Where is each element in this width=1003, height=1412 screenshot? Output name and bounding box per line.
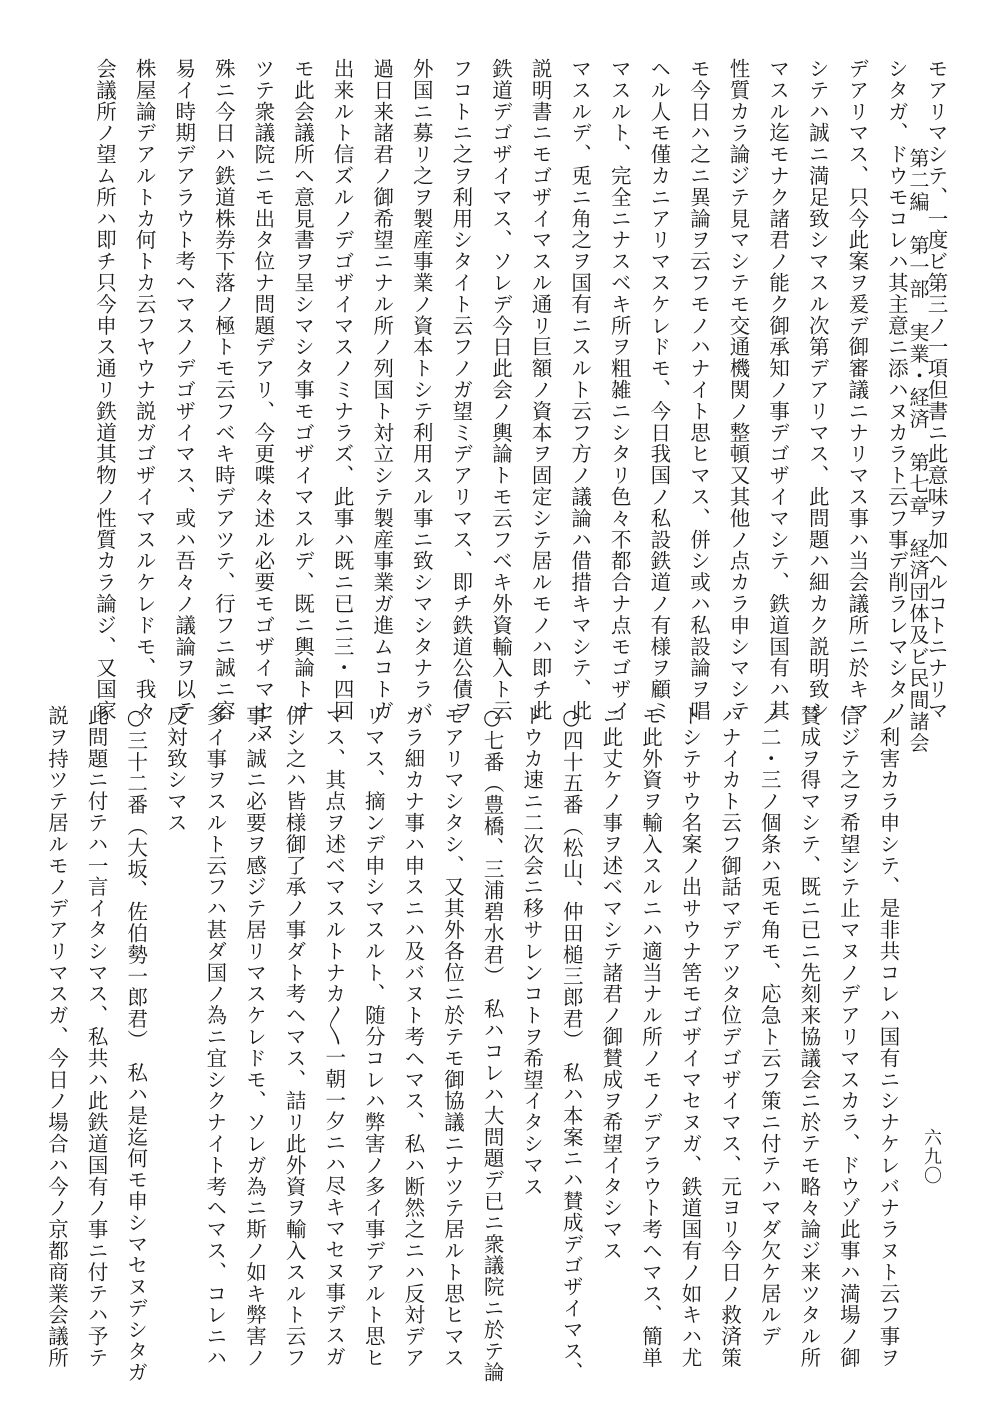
- header-section: 実業・経済: [906, 321, 930, 430]
- header-chapter-title: 経済団体及ビ民間諸会: [906, 538, 930, 755]
- text-column: マスル迄モナク諸君ノ能ク御承知ノ事デゴザイマシテ、鉄道国有ハ其: [765, 58, 790, 722]
- text-column: トシテサウ名案ノ出サウナ筈モゴザイマセヌガ、鉄道国有ノ如キハ尤: [678, 705, 703, 1369]
- text-column: 外国ニ募リ之ヲ製産事業ノ資本トシテ利用スル事ニ致シマシタナラバ: [409, 58, 434, 722]
- text-column: 反対致シマス: [163, 705, 188, 834]
- text-column: 説ヲ持ツテ居ルモノデアリマスガ、今日ノ場合ハ今ノ京都商業会議所: [44, 705, 69, 1369]
- text-column: 事ハ誠ニ必要ヲ感ジテ居リマスケレドモ、ソレガ為ニ斯ノ如キ弊害ノ: [242, 705, 267, 1369]
- text-column: ニ此丈ケノ事ヲ述ベマシテ諸君ノ御賛成ヲ希望イタシマス: [598, 705, 623, 1262]
- text-column: マスルデ、兎ニ角之ヲ国有ニスルト云フ方ノ議論ハ借措キマシテ、此: [567, 58, 592, 722]
- text-column: 殊ニ今日ハ鉄道株券下落ノ極トモ云フベキ時デアツテ、行フニ誠ニ容: [211, 58, 236, 722]
- text-column: 株屋論デアルトカ何トカ云フヤウナ説ガゴザイマスルケレドモ、我々: [132, 58, 157, 722]
- text-column: 併シ之ハ皆様御了承ノ事ダト考ヘマス、詰リ此外資ヲ輸入スルト云フ: [282, 705, 307, 1369]
- text-column: ハナイカト云フ御話マデアツタ位デゴザイマス、元ヨリ今日ノ救済策: [717, 705, 742, 1369]
- text-column: 易イ時期デアラウト考ヘマスノデゴザイマス、或ハ吾々ノ議論ヲ以テ: [171, 58, 196, 722]
- text-column: 説明書ニモゴザイマスル通リ巨額ノ資本ヲ固定シテ居ルモノハ即チ此: [528, 58, 553, 722]
- text-column: シテハ誠ニ満足致シマスル次第デアリマス、此問題ハ細カク説明致シ: [805, 58, 830, 722]
- text-column: ツテ衆議院ニモ出タ位ナ問題デアリ、今更喋々述ル必要モゴザイマセヌ: [250, 58, 275, 743]
- text-column: ○七番（豊橋、三浦碧水君） 私ハコレハ大問題デ已ニ衆議院ニ於テ論: [480, 705, 505, 1384]
- text-column: マス、其点ヲ述ベマスルトナカ〳〵一朝一夕ニハ尽キマセヌ事デスガ: [321, 705, 346, 1368]
- upper-text-block: [45, 58, 955, 743]
- text-column: 此問題ニ付テハ一言イタシマス、私共ハ此鉄道国有ノ事ニ付テハ予テ: [84, 705, 109, 1369]
- text-column: 信ジテ之ヲ希望シテ止マヌノデアリマスカラ、ドウゾ此事ハ満場ノ御: [836, 705, 861, 1369]
- header-bu: 第一部: [906, 234, 930, 300]
- text-column: 過日来諸君ノ御希望ニナル所ノ列国ト対立シテ製産事業ガ進ムコトガ: [369, 58, 394, 722]
- text-column: モアリマシテ、一度ビ第三ノ一項但書ニ此意味ヲ加ヘルコトニナリマ: [924, 58, 948, 722]
- text-column: モ此外資ヲ輸入スルニハ適当ナル所ノモノデアラウト考ヘマス、簡単: [638, 705, 663, 1369]
- text-column: モ今日ハ之ニ異論ヲ云フモノハナイト思ヒマス、併シ或ハ私設論ヲ唱: [686, 58, 711, 722]
- text-column: ヘル人モ僅カニアリマスケレドモ、今日我国ノ私設鉄道ノ有様ヲ顧ミ: [646, 58, 671, 722]
- text-column: デアリマス、只今此案ヲ爰デ御審議ニナリマス事ハ当会議所ニ於キマ: [844, 58, 869, 722]
- text-column: 性質カラ論ジテ見マシテモ交通機関ノ整頓又其他ノ点カラ申シマシテ: [726, 58, 751, 722]
- text-column: 会議所ノ望ム所ハ即チ只今申ス通リ鉄道其物ノ性質カラ論ジ、又国家: [92, 58, 117, 722]
- text-column: マスルト、完全ニナスベキ所ヲ粗雑ニシタリ色々不都合ナ点モゴザイ: [607, 58, 632, 722]
- page-number: 六九〇: [921, 1128, 942, 1185]
- text-column: 多イ事ヲスルト云フハ甚ダ国ノ為ニ宜シクナイト考ヘマス、コレニハ: [202, 705, 227, 1369]
- text-column: 出来ルト信ズルノデゴザイマスノミナラズ、此事ハ既ニ已ニ三・四回: [330, 58, 355, 722]
- text-column: ノ二・三ノ個条ハ兎モ角モ、応急ト云フ策ニ付テハマダ欠ケ居ルデ: [757, 705, 782, 1347]
- text-column: ノ利害カラ申シテ、是非共コレハ国有ニシナケレバナラヌト云フ事ヲ: [876, 705, 900, 1369]
- header-hen: 第二編: [906, 148, 930, 213]
- text-column: フコトニ之ヲ利用シタイト云フノガ望ミデアリマス、即チ鉄道公債ヲ: [448, 58, 473, 722]
- text-column: ○四十五番（松山、仲田槌三郎君） 私ハ本案ニハ賛成デゴザイマス、: [559, 705, 584, 1384]
- text-column: 賛成ヲ得マシテ、既ニ已ニ先刻来協議会ニ於テモ略々論ジ来ツタル所: [796, 705, 821, 1369]
- text-column: ドウカ速ニ二次会ニ移サレンコトヲ希望イタシマス: [519, 705, 544, 1198]
- text-column: ○三十二番（大坂、佐伯勢一郎君） 私ハ是迄何モ申シマセヌデシタガ: [123, 705, 148, 1384]
- text-column: モ此会議所ヘ意見書ヲ呈シマシタ事モゴザイマスルデ、既ニ輿論トナ: [290, 58, 315, 722]
- text-column: 鉄道デゴザイマス、ソレデ今日此会ノ輿論トモ云フベキ外資輸入ト云: [488, 58, 513, 722]
- text-column: シタガ、ドウモコレハ其主意ニ添ハヌカラト云フ事デ削ラレマシタノ: [884, 58, 909, 722]
- lower-text-block: [37, 705, 907, 1384]
- text-column: リマス、摘ンデ申シマスルト、随分コレハ弊害ノ多イ事デアルト思ヒ: [361, 705, 386, 1369]
- header-chapter: 第七章: [906, 451, 930, 517]
- text-column: モアリマシタシ、又其外各位ニ於テモ御協議ニナツテ居ルト思ヒマス: [440, 705, 465, 1369]
- text-column: カラ細カナ事ハ申スニハ及バヌト考ヘマス、私ハ断然之ニハ反対デア: [400, 705, 425, 1369]
